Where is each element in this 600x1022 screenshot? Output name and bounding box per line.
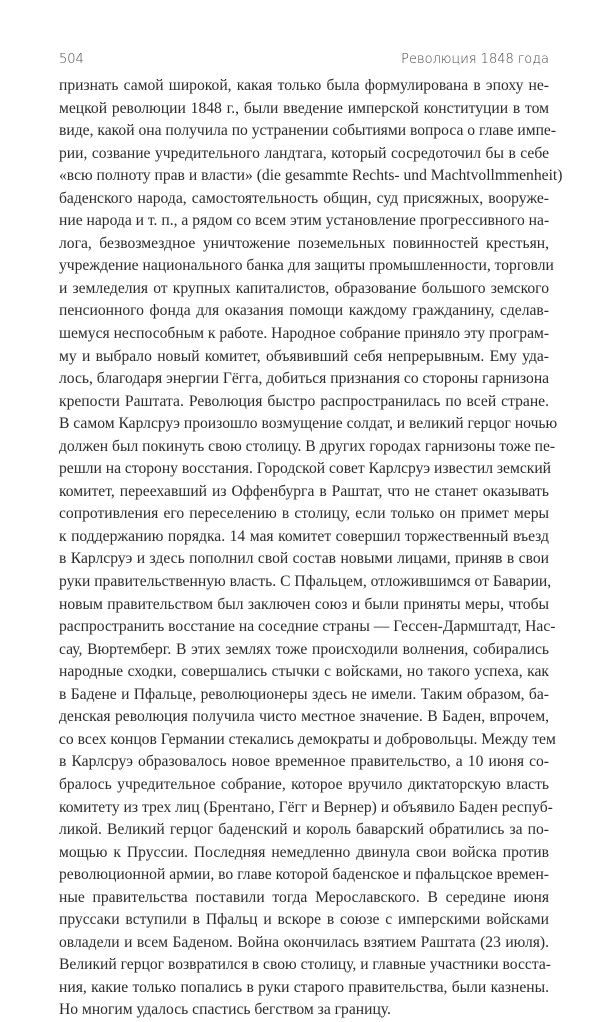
text-line: ные правительства поставили тогда Мерославского. В середине июня xyxy=(59,888,549,906)
text-line: решли на сторону восстания. Городской совет Карлсруэ известил земский xyxy=(59,460,552,478)
text-line: мощью к Пруссии. Последняя немедленно двинула свои войска против xyxy=(59,843,549,861)
text-line: сау, Вюртемберг. В этих землях тоже происходили волнения, собирались xyxy=(59,640,549,658)
page-number: 504 xyxy=(59,52,84,67)
text-line: учреждение национального банка для защиты промышленности, торговли xyxy=(59,257,554,275)
text-line: му и выбрало новый комитет, объявивший себя непрерывным. Ему уда- xyxy=(59,347,549,365)
text-line: овладели и всем Баденом. Война окончилась взятием Раштата (23 июля). xyxy=(59,933,549,951)
text-line: Великий герцог возвратился в свою столицу, и главные участники восста- xyxy=(59,956,551,974)
text-line: со всех концов Германии стекались демократы и добровольцы. Между тем xyxy=(59,730,556,748)
text-line-last: Но многим удалось спастись бегством за границу. xyxy=(59,1001,391,1019)
text-line: и земледелия от крупных капиталистов, образование большого земского xyxy=(59,279,549,297)
text-line: ния, какие только попались в руки старого правительства, были казнены. xyxy=(59,978,549,996)
text-line: признать самой широкой, какая только была формулирована в эпоху не- xyxy=(59,77,549,94)
text-line: мецкой революции 1848 г., были введение имперской конституции в том xyxy=(59,99,549,117)
text-line: баденского народа, самостоятельность общин, суд присяжных, вооруже- xyxy=(59,189,549,207)
text-line: ликой. Великий герцог баденский и король баварский обратились за по- xyxy=(59,821,549,839)
text-line: в Бадене и Пфальце, революционеры здесь не имели. Таким образом, ба- xyxy=(59,685,549,703)
text-line: в Карлсруэ образовалось новое временное правительство, а 10 июня со- xyxy=(59,753,549,771)
text-line: народные сходки, совершались стычки с войсками, но такого успеха, как xyxy=(59,663,549,681)
text-line: лось, благодаря энергии Гёгга, добиться признания со стороны гарнизона xyxy=(59,370,550,388)
text-line: шемуся неспособным к работе. Народное собрание приняло эту програм- xyxy=(59,325,550,343)
text-line: лога, безвозмездное уничтожение поземельных повинностей крестьян, xyxy=(59,234,549,252)
running-header xyxy=(59,52,549,72)
body-paragraph xyxy=(59,75,563,1022)
text-line: виде, какой она получила по устранении событиями вопроса о главе импе- xyxy=(59,122,557,140)
text-line: революционной армии, во главе которой баденское и пфальцское времен- xyxy=(59,866,549,884)
text-line: пруссаки вступили в Пфальц и вскоре в союзе с имперскими войсками xyxy=(59,911,549,929)
text-line: сопротивления его переселению в столицу, если только он примет меры xyxy=(59,505,549,523)
text-line: руки правительственную власть. С Пфальцем, отложившимся от Баварии, xyxy=(59,573,552,591)
text-line: новым правительством был заключен союз и были приняты меры, чтобы xyxy=(59,595,549,613)
text-line: комитет, переехавший из Оффенбурга в Раштат, что не станет оказывать xyxy=(59,482,549,500)
text-line: в Карлсруэ и здесь пополнил свой состав новыми лицами, приняв в свои xyxy=(59,550,549,568)
text-line: рии, созвание учредительного ландтага, который сосредоточил бы в себе xyxy=(59,144,549,162)
text-line: к поддержанию порядка. 14 мая комитет совершил торжественный въезд xyxy=(59,527,549,545)
text-line: ние народа и т. п., а рядом со всем этим установление прогрессивного на- xyxy=(59,212,550,230)
text-line: В самом Карлсруэ произошло возмущение солдат, и великий герцог ночью xyxy=(59,415,558,433)
text-line: денская революция получила чисто местное значение. В Баден, впрочем, xyxy=(59,708,549,726)
text-line: комитету из трех лиц (Брентано, Гёгг и Вернер) и объявило Баден респуб- xyxy=(59,798,553,816)
text-line: распространить восстание на соседние страны — Гессен-Дармштадт, Нас- xyxy=(59,618,556,636)
text-line: должен был покинуть свою столицу. В других городах гарнизоны тоже пе- xyxy=(59,437,556,455)
text-line: бралось учредительное собрание, которое вручило диктаторскую власть xyxy=(59,775,549,793)
running-title: Революция 1848 года xyxy=(401,52,549,67)
text-line: крепости Раштата. Революция быстро распространилась по всей стране. xyxy=(59,392,549,410)
text-line: пенсионного фонда для оказания помощи каждому гражданину, сделав- xyxy=(59,302,549,320)
text-line: «всю полноту прав и власти» (die gesammte Rechts- und Machtvollmmenheit) xyxy=(59,167,563,185)
